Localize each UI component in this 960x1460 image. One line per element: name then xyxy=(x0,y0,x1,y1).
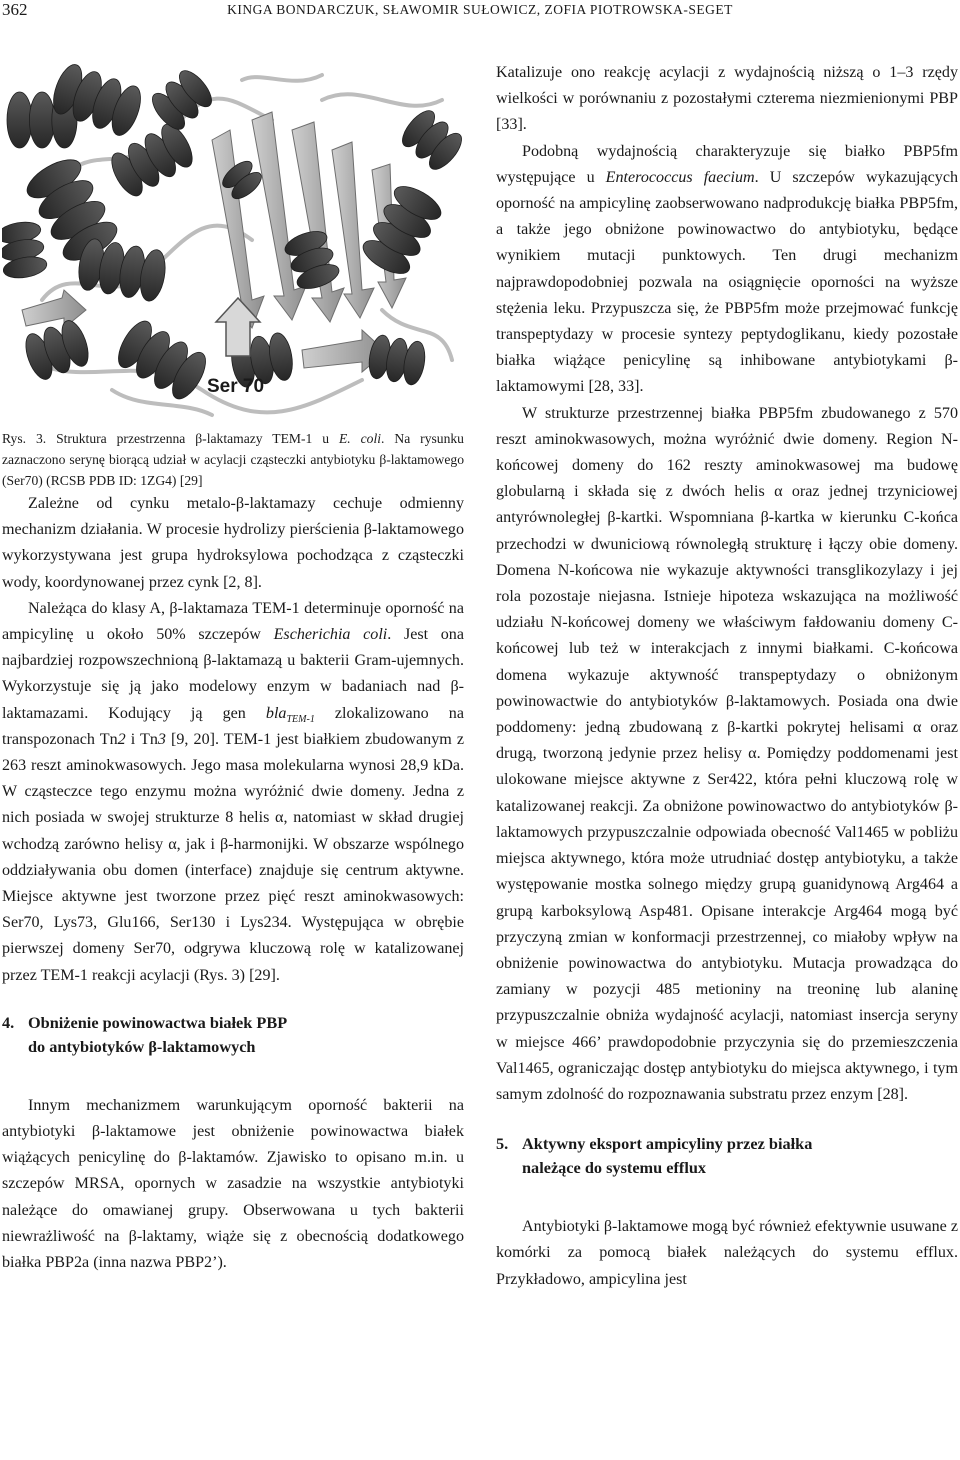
helix-coil xyxy=(75,237,169,303)
paragraph: Podobną wydajnością charakteryzuje się białko PBP5fm występujące u Enterococcus faecium. U szczepów wykazujących oporność na ampicylinę zaobserwowano nadprodukcję białka PBP5fm, a także jego obniżone powinowactwo do antybiotyku, będące wynikiem mutacji punktowych. Ten drugi mechanizm najprawdopodobniej pozwala na osiągnięcie oporności na wyższe stężenia leku. Przypuszcza się, że PBP5fm może przejmować funkcję transpeptydazy w procesie syntezy peptydoglikanu, kiedy pozostałe białka wiążące penicylinę są inhibowane antybiotykami β-laktamowymi [28, 33]. xyxy=(496,142,959,396)
page-header xyxy=(0,0,960,28)
helix-coil xyxy=(147,65,217,134)
right-column xyxy=(496,60,958,1293)
helix-turn xyxy=(7,92,32,148)
paragraph: Katalizuje ono reakcję acylacji z wydajnością niższą o 1–3 rzędy wielkości w porównaniu z pozostałymi czterema niezmienionymi PBP [33]. xyxy=(496,64,958,134)
running-head: KINGA BONDARCZUK, SŁAWOMIR SUŁOWICZ, ZOFIA PIOTROWSKA-SEGET xyxy=(227,2,733,17)
helix-coil xyxy=(358,180,446,280)
helix-coil xyxy=(397,105,464,174)
left-column xyxy=(2,60,464,1276)
helix-turn xyxy=(29,92,54,148)
helix-coil xyxy=(112,316,212,404)
page-number: 362 xyxy=(2,0,28,19)
figure-caption: Rys. 3. Struktura przestrzenna β-laktamazy TEM-1 u E. coli. Na rysunku zaznaczono serynę biorącą udział w acylacji cząsteczki antybiotyku β-laktamowego (Ser70) (RCSB PDB ID: 1ZG4) [29] xyxy=(2,431,464,488)
section-heading-5: 5. Aktywny eksport ampicyliny przez białka należące do systemu efflux xyxy=(496,1134,813,1178)
paragraph: Antybiotyki β-laktamowe mogą być również efektywnie usuwane z komórki za pomocą białek należących do systemu efflux. Przykładowo, ampicylina jest xyxy=(496,1218,958,1288)
paragraph: Należąca do klasy A, β-laktamaza TEM-1 determinuje oporność na ampicylinę u około 50% szczepów Escherichia coli. Jest ona najbardziej rozpowszechnioną β-laktamazą u bakterii Gram-ujemnych. Wykorzystuje się ją jako modelowy enzym w badaniach nad β-laktamazami. Kodujący ją gen bla$_{TEM-1}$ zlokalizowano na transpozonach Tn2 i Tn3 [9, 20]. TEM-1 jest białkiem zbudowanym z 263 reszt aminokwasowych. Jego masa molekularna wynosi 28,9 kDa. W cząsteczce tego enzymu można wyróżnić dwie domeny. Jedna z nich posiada w swojej strukturze 8 helis α, natomiast w skład drugiej wchodzą zarówno helisy α, jak i β-harmonijki. W obszarze wspólnego oddziaływania obu domen (interface) znajduje się centrum aktywne. Miejsce aktywne jest tworzone przez pięć reszt aminokwasowych: Ser70, Lys73, Glu166, Ser130 i Lys234. Występująca w obrębie pierwszej domeny Ser70, odgrywa kluczową rolę w katalizowanej przez TEM-1 reakcji acylacji (Rys. 3) [29]. xyxy=(2,599,465,984)
ser70-label: Ser 70 xyxy=(207,376,265,397)
paragraph: Innym mechanizmem warunkującym oporność bakterii na antybiotyki β-laktamowe jest obniżenie powinowactwa białek wiążących penicylinę do β-laktamów. Zjawisko to opisano m.in. u szczepów MRSA, opornych w zasadzie na wszystkie antybiotyki należące do omawianej grupy. Obserwowana u tych bakterii niewrażliwość na β-laktamy, wiąże się z obecnością dodatkowego białka PBP2a (inna nazwa PBP2’). xyxy=(2,1096,464,1272)
helix-coil xyxy=(366,334,428,387)
protein-ribbon-image xyxy=(2,60,464,428)
section-heading-4: 4. Obniżenie powinowactwa białek PBP do antybiotyków β-laktamowych xyxy=(2,1012,288,1056)
protein-structure-figure xyxy=(2,60,464,428)
helix-coil xyxy=(2,219,48,281)
paragraph: W strukturze przestrzennej białka PBP5fm zbudowanego z 570 reszt aminokwasowych, można wyróżnić dwie domeny. Region N-końcowej domeny do 162 reszty aminokwasowej ma budowę globularną i składa się z dwóch helis α oraz jednej trzyniciowej antyrównoległej β-kartki. Wspomniana β-kartka w kierunku C-końca przechodzi w dwuniciową równoległą strukturę i łączy obie domeny. Domena N-końcowa nie wykazuje aktywności transglikozylazy i jej rola pozostaje niejasna. Istnieje hipoteza wskazująca na możliwość udziału N-końcowej domeny we właściwym fałdowaniu domeny C-końcowej lub też w interakcjach z innymi białkami. C-końcowa domena wykazuje aktywność transpeptydazy o obniżonym powinowactwie do antybiotyków β-laktamowych. Posiada ona dwie poddomeny: jedną zbudowaną z β-kartki pokrytej helisami α oraz drugą, tworzoną jedynie przez helisy α. Pomiędzy poddomenami jest ulokowane miejsce aktywne z Ser422, która pełni kluczową rolę w katalizowanej reakcji. Za obniżone powinowactwo do antybiotyków β-laktamowych przypuszczalnie odpowiada obecność Val1465 w pobliżu miejsca aktywnego, która może utrudniać dostęp antybiotyku, a także występowanie mostka solnego między grupą guanidynową Arg464 a grupą karboksylową Asp481. Opisane interakcje Arg464 mogą być przyczyną zmian w konformacji przestrzennej, co miałoby wpływ na obniżenie powinowactwa do antybiotyku. Mutacja prowadząca do zamiany w pozycji 485 metioniny na treoninę lub alaninę przypuszczalnie obniża wydajność acylacji, natomiast insercja seryny w miejsce 466’ prawdopodobnie przyczynia się do przemieszczenia Val1465, ograniczając dostęp antybiotyku do miejsca aktywnego, i tym samym zdolność do rozpoznawania substratu przez enzym [28]. xyxy=(496,404,958,1103)
paragraph: Zależne od cynku metalo-β-laktamazy cechuje odmienny mechanizm działania. W procesie hydrolizy pierścienia β-laktamowego wykorzystywana jest grupa hydroksylowa pochodząca z cząsteczki wody, koordynowanej przez cynk [2, 8]. xyxy=(2,495,464,591)
